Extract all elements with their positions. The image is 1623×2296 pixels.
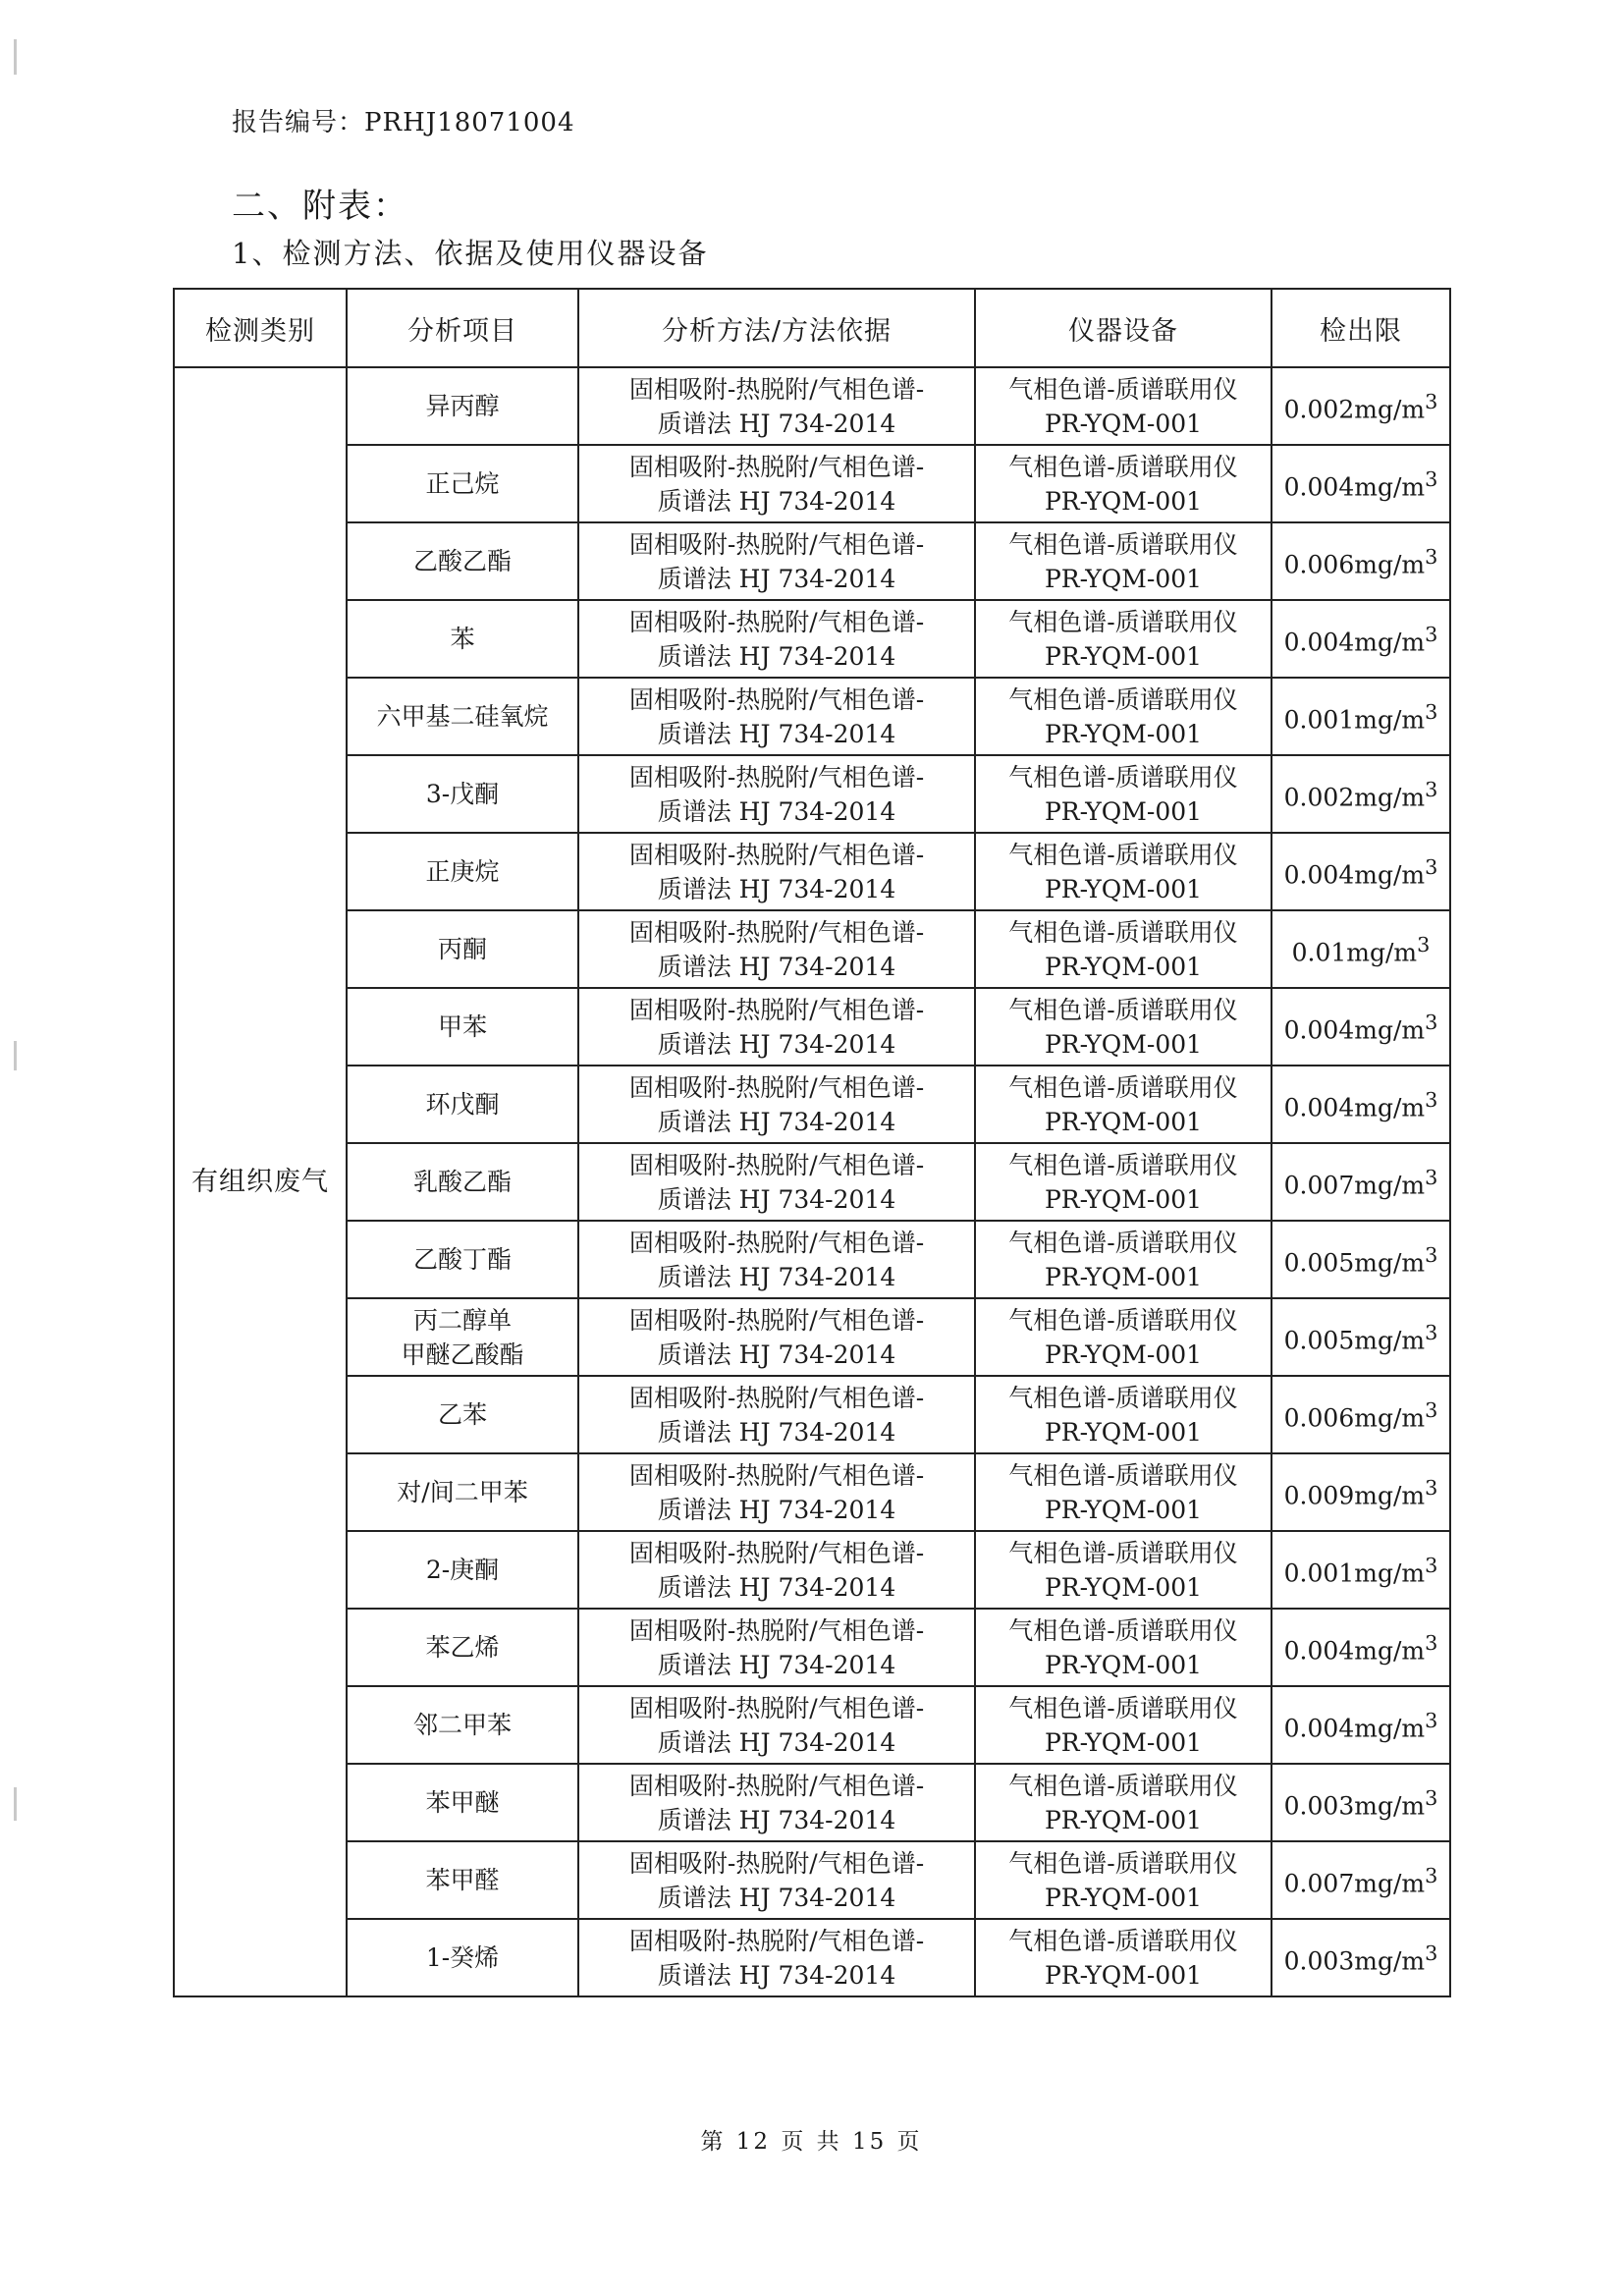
method-cell — [578, 1298, 975, 1376]
method-cell — [578, 1686, 975, 1764]
method-text: 固相吸附-热脱附/气相色谱- — [628, 1150, 925, 1179]
method-cell — [578, 1841, 975, 1919]
instrument-text: 气相色谱-质谱联用仪 — [1008, 840, 1238, 869]
instrument-text: 气相色谱-质谱联用仪 — [1008, 1228, 1238, 1257]
method-cell — [578, 600, 975, 678]
method-cell — [578, 1143, 975, 1221]
instrument-text: 气相色谱-质谱联用仪 — [1008, 995, 1238, 1024]
method-cell — [578, 678, 975, 755]
analysis-item-cell — [347, 988, 578, 1066]
method-cell — [578, 522, 975, 600]
table-row — [174, 1376, 1450, 1453]
instrument-text: PR-YQM-001 — [1044, 564, 1203, 593]
analysis-item-name: 正庚烷 — [425, 857, 500, 886]
analysis-item-name: 苯 — [450, 625, 475, 653]
method-text: 固相吸附-热脱附/气相色谱- — [628, 1848, 925, 1878]
table-row — [174, 1221, 1450, 1298]
detection-limit-unit: mg/m — [1354, 1946, 1426, 1976]
table-row — [174, 1298, 1450, 1376]
method-text: 质谱法 HJ 734-2014 — [657, 409, 896, 438]
detection-limit-unit: mg/m — [1354, 628, 1426, 657]
detection-limit-cell — [1271, 833, 1450, 910]
instrument-text: PR-YQM-001 — [1044, 1107, 1203, 1136]
table-row — [174, 1453, 1450, 1531]
analysis-item-cell — [347, 1376, 578, 1453]
analysis-item-cell — [347, 833, 578, 910]
detection-limit-value: 0.003 — [1283, 1791, 1355, 1821]
instrument-cell — [975, 1531, 1271, 1609]
instrument-text: PR-YQM-001 — [1044, 874, 1203, 903]
instrument-text: 气相色谱-质谱联用仪 — [1008, 1150, 1238, 1179]
method-text: 质谱法 HJ 734-2014 — [657, 1339, 896, 1369]
detection-limit-cell — [1271, 755, 1450, 833]
unit-exponent: 3 — [1425, 467, 1438, 492]
method-cell — [578, 1919, 975, 1996]
unit-exponent: 3 — [1425, 778, 1438, 802]
detection-limit-cell — [1271, 1066, 1450, 1143]
method-cell — [578, 1531, 975, 1609]
unit-exponent: 3 — [1425, 1554, 1438, 1578]
unit-exponent: 3 — [1425, 1786, 1438, 1811]
unit-exponent: 3 — [1425, 1709, 1438, 1733]
detection-limit-value: 0.004 — [1283, 472, 1355, 502]
detection-limit-unit: mg/m — [1354, 1869, 1426, 1898]
method-text: 固相吸附-热脱附/气相色谱- — [628, 1771, 925, 1800]
method-text: 固相吸附-热脱附/气相色谱- — [628, 1693, 925, 1722]
instrument-cell — [975, 1919, 1271, 1996]
instrument-text: 气相色谱-质谱联用仪 — [1008, 1693, 1238, 1722]
method-text: 固相吸附-热脱附/气相色谱- — [628, 1538, 925, 1567]
instrument-cell — [975, 833, 1271, 910]
detection-limit-cell — [1271, 1841, 1450, 1919]
detection-limit-cell — [1271, 600, 1450, 678]
header-category: 检测类别 — [174, 289, 347, 367]
method-text: 固相吸附-热脱附/气相色谱- — [628, 1383, 925, 1412]
method-cell — [578, 988, 975, 1066]
analysis-item-cell — [347, 445, 578, 522]
detection-limit-cell — [1271, 1609, 1450, 1686]
instrument-text: 气相色谱-质谱联用仪 — [1008, 1072, 1238, 1102]
method-text: 固相吸附-热脱附/气相色谱- — [628, 762, 925, 792]
instrument-cell — [975, 367, 1271, 445]
analysis-item-cell — [347, 1919, 578, 1996]
method-cell — [578, 1609, 975, 1686]
instrument-cell — [975, 1376, 1271, 1453]
unit-exponent: 3 — [1425, 1243, 1438, 1268]
method-text: 固相吸附-热脱附/气相色谱- — [628, 995, 925, 1024]
detection-limit-cell — [1271, 445, 1450, 522]
unit-exponent: 3 — [1425, 855, 1438, 880]
instrument-cell — [975, 1221, 1271, 1298]
detection-limit-cell — [1271, 1143, 1450, 1221]
method-text: 质谱法 HJ 734-2014 — [657, 641, 896, 671]
instrument-text: PR-YQM-001 — [1044, 1262, 1203, 1291]
instrument-text: PR-YQM-001 — [1044, 1650, 1203, 1679]
method-text: 固相吸附-热脱附/气相色谱- — [628, 607, 925, 636]
method-text: 质谱法 HJ 734-2014 — [657, 1883, 896, 1912]
analysis-item-cell — [347, 1764, 578, 1841]
detection-limit-value: 0.004 — [1283, 628, 1355, 657]
detection-limit-value: 0.01 — [1291, 938, 1347, 967]
method-text: 质谱法 HJ 734-2014 — [657, 1029, 896, 1059]
scan-edge-mid — [14, 1041, 17, 1070]
analysis-item-name: 苯甲醚 — [425, 1788, 500, 1817]
method-text: 固相吸附-热脱附/气相色谱- — [628, 1460, 925, 1490]
detection-limit-value: 0.004 — [1283, 860, 1355, 890]
table-row — [174, 445, 1450, 522]
method-text: 质谱法 HJ 734-2014 — [657, 1805, 896, 1834]
method-cell — [578, 445, 975, 522]
table-row — [174, 1841, 1450, 1919]
detection-limit-unit: mg/m — [1354, 1714, 1426, 1743]
instrument-text: 气相色谱-质谱联用仪 — [1008, 1615, 1238, 1645]
instrument-text: PR-YQM-001 — [1044, 1960, 1203, 1990]
method-text: 质谱法 HJ 734-2014 — [657, 1960, 896, 1990]
instrument-text: PR-YQM-001 — [1044, 1572, 1203, 1602]
analysis-item-name: 丙二醇单 — [412, 1305, 512, 1335]
analysis-item-cell — [347, 1686, 578, 1764]
unit-exponent: 3 — [1425, 1166, 1438, 1190]
detection-limit-unit: mg/m — [1354, 1636, 1426, 1666]
method-text: 质谱法 HJ 734-2014 — [657, 1650, 896, 1679]
analysis-item-name: 苯甲醛 — [425, 1866, 500, 1894]
detection-limit-value: 0.004 — [1283, 1093, 1355, 1122]
detection-limit-cell — [1271, 1764, 1450, 1841]
detection-limit-unit: mg/m — [1354, 1791, 1426, 1821]
detection-limit-unit: mg/m — [1354, 1248, 1426, 1278]
instrument-cell — [975, 1764, 1271, 1841]
unit-exponent: 3 — [1425, 1631, 1438, 1656]
instrument-text: 气相色谱-质谱联用仪 — [1008, 917, 1238, 947]
table-row — [174, 367, 1450, 445]
table-row — [174, 1919, 1450, 1996]
method-text: 质谱法 HJ 734-2014 — [657, 1107, 896, 1136]
header-item: 分析项目 — [347, 289, 578, 367]
method-text: 固相吸附-热脱附/气相色谱- — [628, 374, 925, 404]
method-text: 固相吸附-热脱附/气相色谱- — [628, 1072, 925, 1102]
instrument-cell — [975, 1609, 1271, 1686]
instrument-text: 气相色谱-质谱联用仪 — [1008, 1926, 1238, 1955]
unit-exponent: 3 — [1425, 1321, 1438, 1345]
scan-edge-bottom — [14, 1787, 17, 1821]
instrument-cell — [975, 522, 1271, 600]
detection-limit-cell — [1271, 988, 1450, 1066]
unit-exponent: 3 — [1417, 933, 1431, 957]
detection-limit-value: 0.002 — [1283, 395, 1355, 424]
analysis-item-cell — [347, 1531, 578, 1609]
detection-limit-cell — [1271, 1453, 1450, 1531]
method-text: 质谱法 HJ 734-2014 — [657, 796, 896, 826]
instrument-cell — [975, 910, 1271, 988]
method-cell — [578, 1376, 975, 1453]
instrument-text: PR-YQM-001 — [1044, 719, 1203, 748]
instrument-text: PR-YQM-001 — [1044, 1339, 1203, 1369]
analysis-item-cell — [347, 755, 578, 833]
detection-limit-cell — [1271, 1376, 1450, 1453]
instrument-text: PR-YQM-001 — [1044, 1029, 1203, 1059]
table-row — [174, 833, 1450, 910]
detection-limit-cell — [1271, 1221, 1450, 1298]
detection-limit-cell — [1271, 522, 1450, 600]
instrument-cell — [975, 678, 1271, 755]
table-row — [174, 1531, 1450, 1609]
detection-limit-value: 0.007 — [1283, 1171, 1355, 1200]
page-number: 第 12 页 共 15 页 — [700, 2129, 923, 2155]
instrument-text: PR-YQM-001 — [1044, 796, 1203, 826]
instrument-cell — [975, 1066, 1271, 1143]
detection-limit-cell — [1271, 1919, 1450, 1996]
method-text: 质谱法 HJ 734-2014 — [657, 952, 896, 981]
instrument-cell — [975, 1686, 1271, 1764]
detection-limit-unit: mg/m — [1354, 1481, 1426, 1510]
detection-limit-unit: mg/m — [1354, 1558, 1426, 1588]
table-row — [174, 755, 1450, 833]
table-row — [174, 678, 1450, 755]
instrument-text: 气相色谱-质谱联用仪 — [1008, 1848, 1238, 1878]
table-row — [174, 910, 1450, 988]
method-cell — [578, 755, 975, 833]
detection-limit-value: 0.001 — [1283, 705, 1355, 735]
table-row — [174, 1764, 1450, 1841]
method-text: 质谱法 HJ 734-2014 — [657, 486, 896, 516]
detection-limit-cell — [1271, 1686, 1450, 1764]
analysis-item-name: 2-庚酮 — [425, 1556, 500, 1584]
method-text: 固相吸附-热脱附/气相色谱- — [628, 452, 925, 481]
detection-limit-unit: mg/m — [1354, 705, 1426, 735]
unit-exponent: 3 — [1425, 390, 1438, 414]
instrument-cell — [975, 445, 1271, 522]
detection-limit-cell — [1271, 910, 1450, 988]
unit-exponent: 3 — [1425, 545, 1438, 570]
analysis-item-cell — [347, 1066, 578, 1143]
instrument-text: 气相色谱-质谱联用仪 — [1008, 1538, 1238, 1567]
analysis-item-cell — [347, 1143, 578, 1221]
instrument-cell — [975, 1841, 1271, 1919]
method-text: 质谱法 HJ 734-2014 — [657, 564, 896, 593]
detection-limit-unit: mg/m — [1354, 1015, 1426, 1045]
methods-table — [173, 288, 1451, 1997]
detection-limit-cell — [1271, 1531, 1450, 1609]
table-row — [174, 1066, 1450, 1143]
table-row — [174, 1609, 1450, 1686]
method-text: 质谱法 HJ 734-2014 — [657, 719, 896, 748]
analysis-item-name: 苯乙烯 — [425, 1633, 500, 1662]
detection-limit-cell — [1271, 367, 1450, 445]
analysis-item-name: 邻二甲苯 — [412, 1711, 512, 1739]
analysis-item-name: 乙酸乙酯 — [412, 547, 512, 575]
analysis-item-cell — [347, 1841, 578, 1919]
method-cell — [578, 367, 975, 445]
header-instrument: 仪器设备 — [975, 289, 1271, 367]
analysis-item-cell — [347, 367, 578, 445]
instrument-cell — [975, 600, 1271, 678]
instrument-text: PR-YQM-001 — [1044, 486, 1203, 516]
analysis-item-name: 环戊酮 — [425, 1090, 500, 1119]
detection-limit-value: 0.001 — [1283, 1558, 1355, 1588]
instrument-text: PR-YQM-001 — [1044, 952, 1203, 981]
instrument-cell — [975, 1298, 1271, 1376]
method-cell — [578, 1764, 975, 1841]
table-header-row — [174, 289, 1450, 367]
detection-limit-value: 0.006 — [1283, 1403, 1355, 1433]
instrument-text: PR-YQM-001 — [1044, 1883, 1203, 1912]
method-text: 质谱法 HJ 734-2014 — [657, 1572, 896, 1602]
method-text: 固相吸附-热脱附/气相色谱- — [628, 529, 925, 559]
table-row — [174, 1143, 1450, 1221]
analysis-item-name: 乙苯 — [437, 1400, 487, 1429]
method-text: 质谱法 HJ 734-2014 — [657, 874, 896, 903]
instrument-text: 气相色谱-质谱联用仪 — [1008, 1771, 1238, 1800]
analysis-item-name: 对/间二甲苯 — [397, 1478, 528, 1506]
instrument-cell — [975, 755, 1271, 833]
detection-limit-cell — [1271, 1298, 1450, 1376]
instrument-text: PR-YQM-001 — [1044, 641, 1203, 671]
analysis-item-name: 3-戊酮 — [425, 780, 500, 808]
detection-limit-unit: mg/m — [1354, 550, 1426, 579]
table-row — [174, 522, 1450, 600]
instrument-text: PR-YQM-001 — [1044, 409, 1203, 438]
analysis-item-cell — [347, 522, 578, 600]
instrument-text: 气相色谱-质谱联用仪 — [1008, 1305, 1238, 1335]
instrument-text: PR-YQM-001 — [1044, 1495, 1203, 1524]
detection-limit-unit: mg/m — [1346, 938, 1418, 967]
unit-exponent: 3 — [1425, 700, 1438, 725]
header-method: 分析方法/方法依据 — [578, 289, 975, 367]
detection-limit-value: 0.007 — [1283, 1869, 1355, 1898]
instrument-text: PR-YQM-001 — [1044, 1184, 1203, 1214]
unit-exponent: 3 — [1425, 1476, 1438, 1501]
detection-limit-unit: mg/m — [1354, 1171, 1426, 1200]
analysis-item-name-line2: 甲醚乙酸酯 — [401, 1339, 524, 1369]
analysis-item-name: 正己烷 — [425, 469, 500, 498]
detection-limit-unit: mg/m — [1354, 1093, 1426, 1122]
method-cell — [578, 1221, 975, 1298]
scan-edge-top — [14, 39, 17, 75]
detection-limit-value: 0.004 — [1283, 1636, 1355, 1666]
table-row — [174, 1686, 1450, 1764]
analysis-item-cell — [347, 1453, 578, 1531]
instrument-text: 气相色谱-质谱联用仪 — [1008, 1460, 1238, 1490]
analysis-item-name: 甲苯 — [437, 1012, 487, 1041]
method-text: 固相吸附-热脱附/气相色谱- — [628, 684, 925, 714]
report-number: 报告编号：PRHJ18071004 — [232, 108, 575, 137]
method-text: 质谱法 HJ 734-2014 — [657, 1417, 896, 1447]
detection-limit-unit: mg/m — [1354, 1403, 1426, 1433]
method-text: 质谱法 HJ 734-2014 — [657, 1727, 896, 1757]
detection-limit-value: 0.005 — [1283, 1248, 1355, 1278]
instrument-text: PR-YQM-001 — [1044, 1805, 1203, 1834]
detection-limit-unit: mg/m — [1354, 395, 1426, 424]
method-text: 质谱法 HJ 734-2014 — [657, 1184, 896, 1214]
analysis-item-cell — [347, 910, 578, 988]
detection-limit-value: 0.004 — [1283, 1015, 1355, 1045]
method-text: 固相吸附-热脱附/气相色谱- — [628, 1228, 925, 1257]
analysis-item-cell — [347, 1298, 578, 1376]
unit-exponent: 3 — [1425, 623, 1438, 647]
instrument-text: 气相色谱-质谱联用仪 — [1008, 684, 1238, 714]
instrument-text: 气相色谱-质谱联用仪 — [1008, 1383, 1238, 1412]
analysis-item-cell — [347, 600, 578, 678]
detection-limit-unit: mg/m — [1354, 472, 1426, 502]
analysis-item-name: 异丙醇 — [425, 392, 500, 420]
instrument-text: 气相色谱-质谱联用仪 — [1008, 607, 1238, 636]
analysis-item-name: 1-癸烯 — [425, 1943, 500, 1972]
method-text: 固相吸附-热脱附/气相色谱- — [628, 840, 925, 869]
detection-limit-value: 0.009 — [1283, 1481, 1355, 1510]
method-text: 固相吸附-热脱附/气相色谱- — [628, 1615, 925, 1645]
detection-limit-unit: mg/m — [1354, 1326, 1426, 1355]
method-text: 质谱法 HJ 734-2014 — [657, 1262, 896, 1291]
table-body — [174, 367, 1450, 1996]
unit-exponent: 3 — [1425, 1398, 1438, 1423]
unit-exponent: 3 — [1425, 1088, 1438, 1113]
analysis-item-name: 六甲基二硅氧烷 — [376, 702, 549, 731]
detection-limit-unit: mg/m — [1354, 783, 1426, 812]
method-text: 固相吸附-热脱附/气相色谱- — [628, 917, 925, 947]
method-cell — [578, 833, 975, 910]
detection-limit-unit: mg/m — [1354, 860, 1426, 890]
method-cell — [578, 1453, 975, 1531]
analysis-item-cell — [347, 1221, 578, 1298]
instrument-text: PR-YQM-001 — [1044, 1727, 1203, 1757]
table-row — [174, 600, 1450, 678]
unit-exponent: 3 — [1425, 1864, 1438, 1888]
section-title: 二、附表： — [232, 187, 408, 226]
detection-limit-cell — [1271, 678, 1450, 755]
method-text: 固相吸附-热脱附/气相色谱- — [628, 1305, 925, 1335]
instrument-cell — [975, 988, 1271, 1066]
instrument-text: 气相色谱-质谱联用仪 — [1008, 452, 1238, 481]
detection-limit-value: 0.002 — [1283, 783, 1355, 812]
analysis-item-name: 丙酮 — [437, 935, 487, 963]
method-text: 固相吸附-热脱附/气相色谱- — [628, 1926, 925, 1955]
unit-exponent: 3 — [1425, 1011, 1438, 1035]
header-limit: 检出限 — [1271, 289, 1450, 367]
instrument-text: 气相色谱-质谱联用仪 — [1008, 529, 1238, 559]
method-cell — [578, 1066, 975, 1143]
instrument-text: PR-YQM-001 — [1044, 1417, 1203, 1447]
detection-limit-value: 0.003 — [1283, 1946, 1355, 1976]
analysis-item-name: 乙酸丁酯 — [412, 1245, 512, 1274]
instrument-text: 气相色谱-质谱联用仪 — [1008, 374, 1238, 404]
section-subtitle: 1、检测方法、依据及使用仪器设备 — [232, 237, 709, 270]
instrument-cell — [975, 1143, 1271, 1221]
instrument-cell — [975, 1453, 1271, 1531]
category-cell: 有组织废气 — [174, 367, 347, 1996]
analysis-item-name: 乳酸乙酯 — [412, 1168, 512, 1196]
analysis-item-cell — [347, 1609, 578, 1686]
table-row — [174, 988, 1450, 1066]
detection-limit-value: 0.005 — [1283, 1326, 1355, 1355]
unit-exponent: 3 — [1425, 1941, 1438, 1966]
detection-limit-value: 0.006 — [1283, 550, 1355, 579]
method-text: 质谱法 HJ 734-2014 — [657, 1495, 896, 1524]
detection-limit-value: 0.004 — [1283, 1714, 1355, 1743]
method-cell — [578, 910, 975, 988]
instrument-text: 气相色谱-质谱联用仪 — [1008, 762, 1238, 792]
analysis-item-cell — [347, 678, 578, 755]
